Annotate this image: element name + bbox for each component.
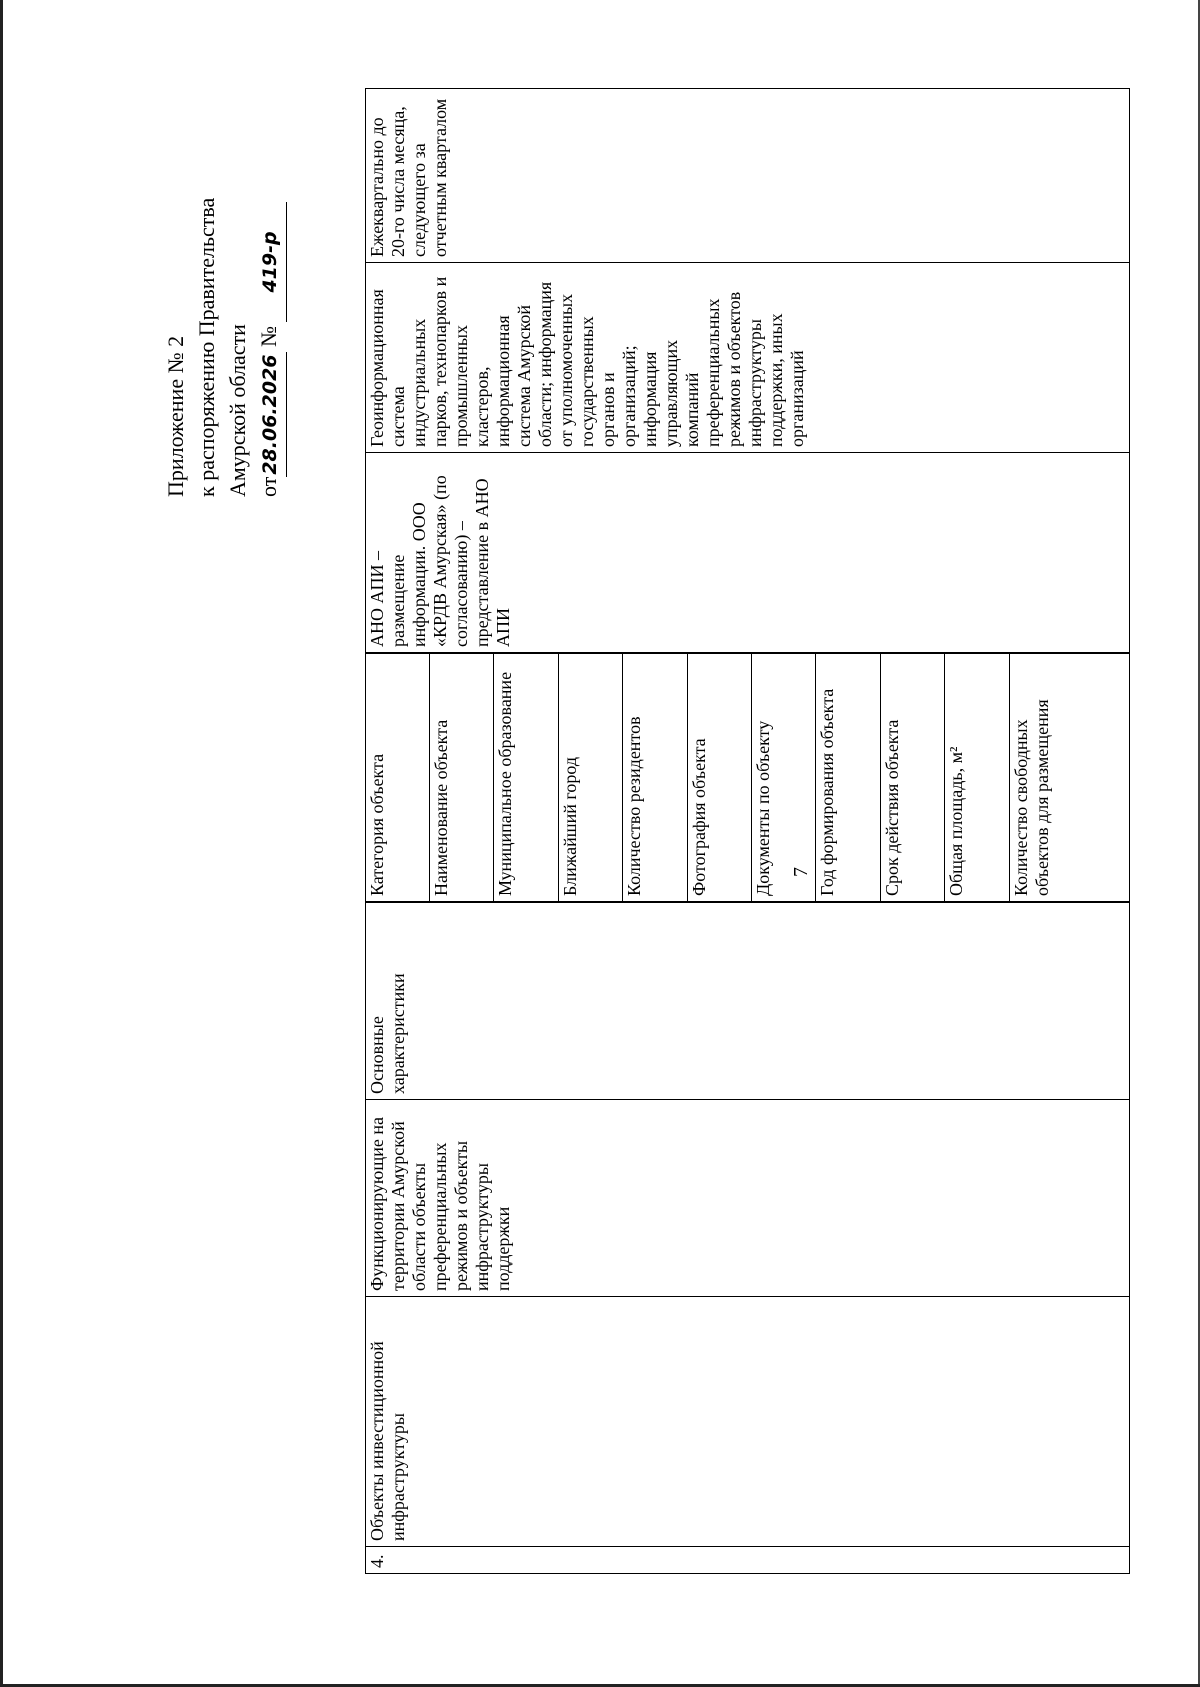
source-cell: Геоинформационная система индустриальных парков, технопарков и промышленных кластеров, информационная система Амурской области; информация от уполномоченных государственных органов и организаций; информация управляющих компаний преференциальных режимов и объектов инфраструктуры поддержки, иных организаций	[366, 263, 1130, 453]
appendix-header	[160, 117, 287, 497]
description-cell: Функционирующие на территории Амурской области объекты преференциальных режимов и объекты инфраструктуры поддержки	[366, 1100, 1130, 1297]
handwritten-date: 28.06.2026	[255, 352, 287, 476]
responsible-cell: АНО АПИ – размещение информации. ООО «КРДВ Амурская» (по согласованию) – представление в АНО АПИ	[366, 453, 1130, 653]
attributes-cell	[366, 653, 1130, 903]
attribute-category: Категория объекта	[366, 654, 429, 902]
attributes-subtable	[366, 653, 1129, 902]
attribute-residents: Количество резидентов	[623, 654, 687, 902]
attribute-name: Наименование объекта	[429, 654, 493, 902]
characteristics-cell: Основные характеристики	[366, 903, 1130, 1100]
attribute-row	[816, 654, 880, 902]
number-label: №	[256, 325, 281, 347]
attribute-year: Год формирования объекта	[816, 654, 880, 902]
page-number: 7	[790, 867, 812, 877]
attribute-row	[751, 654, 815, 902]
attribute-photo: Фотография объекта	[687, 654, 751, 902]
appendix-title: Приложение № 2	[163, 335, 188, 497]
attribute-nearest-city: Ближайший город	[558, 654, 622, 902]
periodicity-cell: Ежеквартально до 20-го числа месяца, следующего за отчетным кварталом	[366, 89, 1130, 263]
attribute-row	[880, 654, 944, 902]
appendix-line-2: к распоряжению Правительства	[194, 197, 219, 497]
attribute-free-objects: Количество свободных объектов для размещения	[1009, 654, 1129, 902]
attribute-row	[429, 654, 493, 902]
attribute-term: Срок действия объекта	[880, 654, 944, 902]
object-cell: Объекты инвестиционной инфраструктуры	[366, 1297, 1130, 1547]
row-index: 4.	[366, 1547, 1130, 1574]
attribute-row	[687, 654, 751, 902]
attribute-row	[623, 654, 687, 902]
attribute-documents: Документы по объекту	[751, 654, 815, 902]
appendix-line-3: Амурской области	[225, 324, 250, 497]
from-label: от	[256, 476, 281, 497]
attribute-row	[494, 654, 558, 902]
handwritten-number: 419-р	[255, 202, 287, 322]
attribute-municipality: Муниципальное образование	[494, 654, 558, 902]
attribute-row	[366, 654, 429, 902]
attribute-row	[1009, 654, 1129, 902]
main-table	[365, 88, 1130, 1574]
attribute-area: Общая площадь, м²	[945, 654, 1009, 902]
appendix-date-line	[253, 117, 287, 497]
attribute-row	[558, 654, 622, 902]
attribute-row	[945, 654, 1009, 902]
table-row	[366, 89, 1130, 1574]
